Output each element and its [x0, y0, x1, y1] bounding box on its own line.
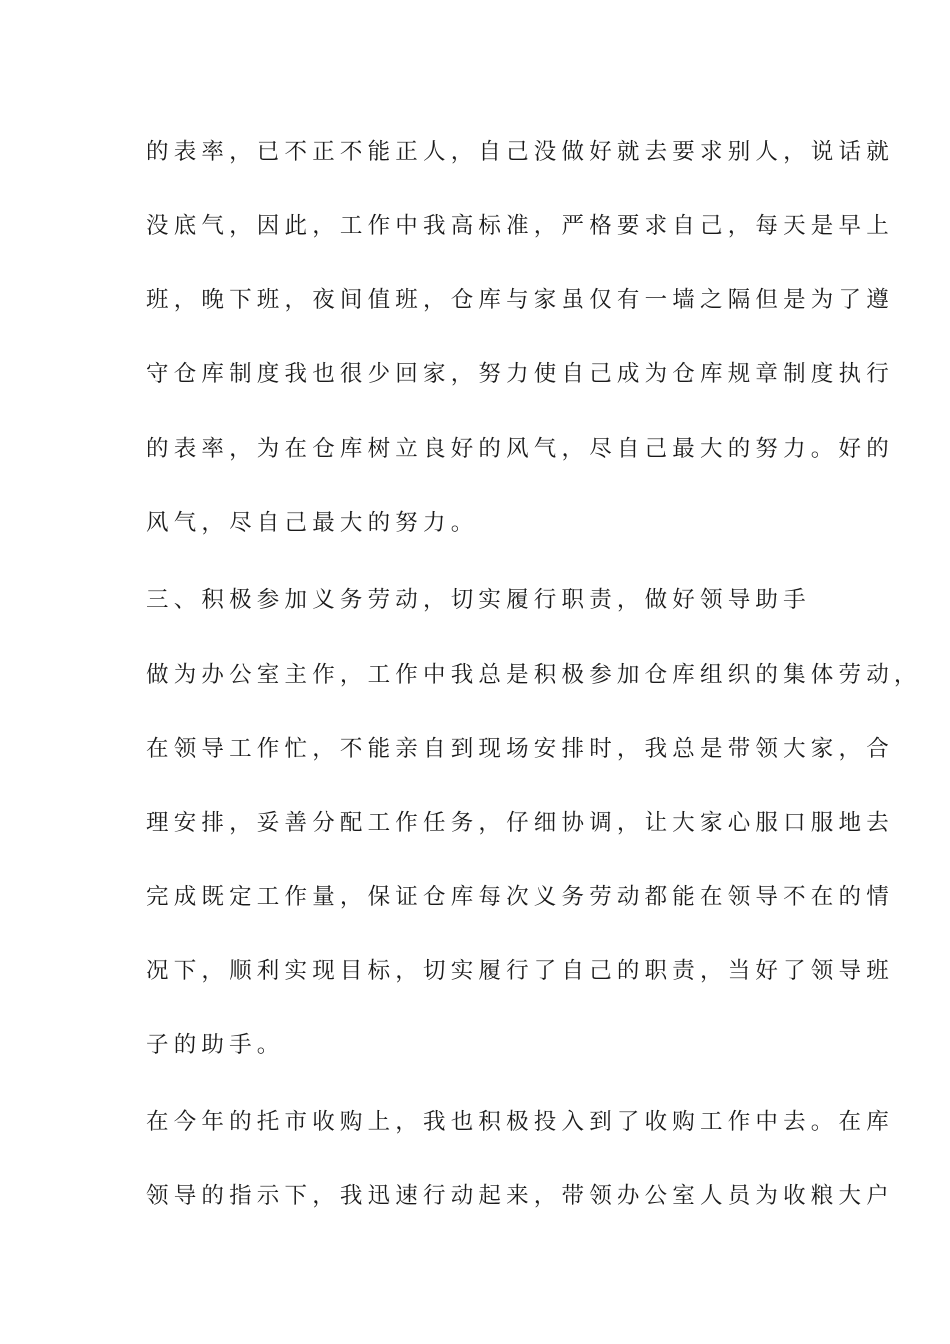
paragraph-line: 的表率，已不正不能正人，自己没做好就去要求别人，说话就 [146, 139, 894, 165]
paragraph-line: 理安排，妥善分配工作任务，仔细协调，让大家心服口服地去 [146, 810, 894, 836]
paragraph-line: 没底气，因此，工作中我高标准，严格要求自己，每天是早上 [146, 213, 894, 239]
paragraph-line: 做为办公室主作，工作中我总是积极参加仓库组织的集体劳动， [146, 662, 922, 688]
paragraph-line: 的表率，为在仓库树立良好的风气，尽自己最大的努力。好的 [146, 436, 894, 462]
paragraph-line: 领导的指示下，我迅速行动起来，带领办公室人员为收粮大户 [146, 1183, 894, 1209]
paragraph-line: 完成既定工作量，保证仓库每次义务劳动都能在领导不在的情 [146, 884, 894, 910]
paragraph-line: 在今年的托市收购上，我也积极投入到了收购工作中去。在库 [146, 1109, 894, 1135]
paragraph-line: 子的助手。 [146, 1032, 285, 1058]
paragraph-line: 守仓库制度我也很少回家，努力使自己成为仓库规章制度执行 [146, 361, 894, 387]
paragraph-line: 在领导工作忙，不能亲自到现场安排时，我总是带领大家，合 [146, 736, 894, 762]
section-heading: 三、积极参加义务劳动，切实履行职责，做好领导助手 [146, 587, 811, 613]
paragraph-line: 班，晚下班，夜间值班，仓库与家虽仅有一墙之隔但是为了遵 [146, 287, 894, 313]
paragraph-line: 风气，尽自己最大的努力。 [146, 510, 479, 536]
paragraph-line: 况下，顺利实现目标，切实履行了自己的职责，当好了领导班 [146, 958, 894, 984]
